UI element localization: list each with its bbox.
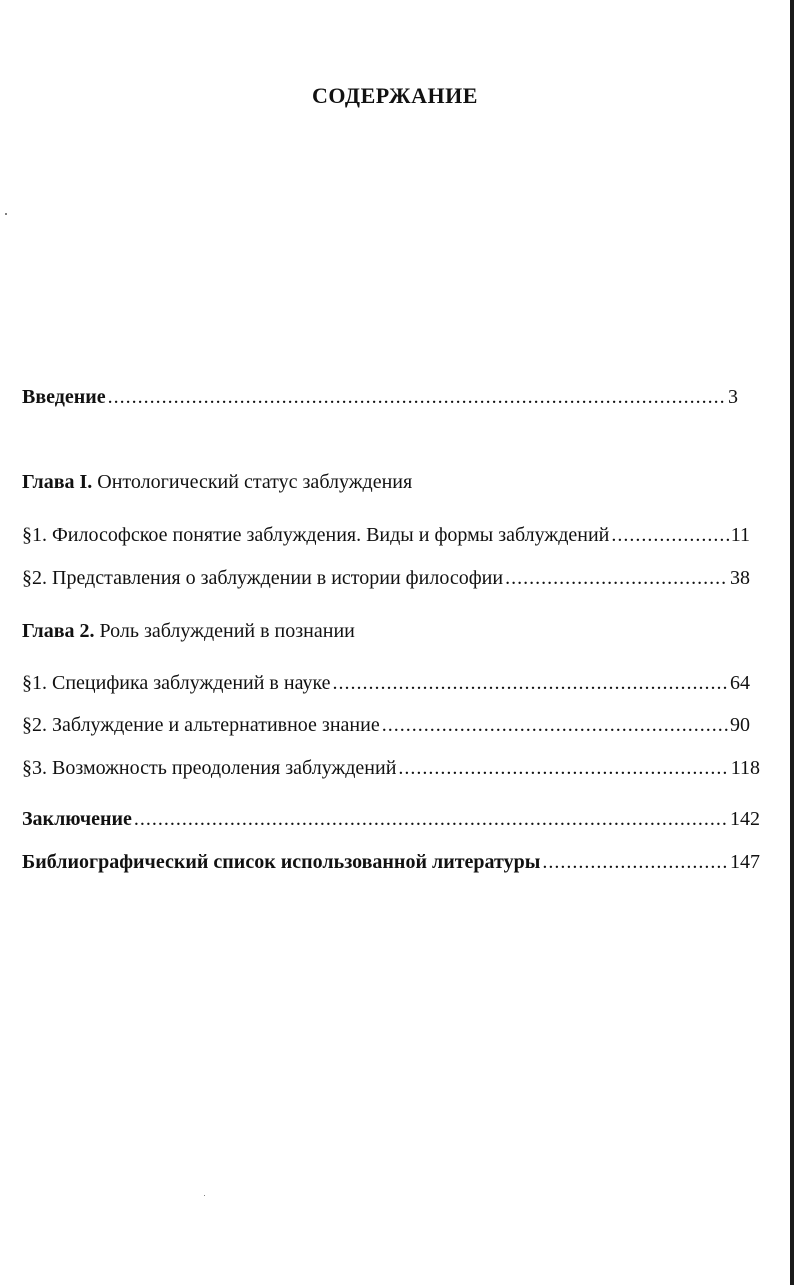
toc-entry-label: Библиографический список использованной литературы (22, 851, 541, 873)
toc-entry-conclusion[interactable] (22, 806, 760, 832)
toc-entry-label: §1. Специфика заблуждений в науке (22, 672, 331, 694)
scan-speck (5, 213, 7, 215)
scan-speck (204, 1195, 205, 1196)
toc-entry-ch2-s2[interactable] (22, 712, 750, 738)
leader-dots (398, 755, 728, 781)
toc-page-number: 147 (730, 851, 760, 873)
leader-dots (134, 806, 728, 832)
toc-page-number: 90 (730, 714, 750, 736)
toc-entry-ch1-s2[interactable] (22, 565, 750, 591)
leader-dots (505, 565, 728, 591)
toc-page-number: 38 (730, 567, 750, 589)
toc-entry-intro[interactable] (22, 384, 738, 410)
toc-entry-ch2-s3[interactable] (22, 755, 760, 781)
leader-dots (108, 384, 726, 410)
chapter-prefix: Глава 2. (22, 620, 95, 642)
toc-entry-label: §3. Возможность преодоления заблуждений (22, 757, 397, 779)
toc-page-number: 118 (730, 757, 760, 779)
leader-dots (382, 712, 728, 738)
toc-entry-label: §2. Заблуждение и альтернативное знание (22, 714, 380, 736)
chapter-1-heading (22, 469, 412, 495)
toc-entry-bibliography[interactable] (22, 849, 760, 875)
leader-dots (542, 849, 728, 875)
toc-page-number: 11 (730, 524, 750, 546)
chapter-title: Роль заблуждений в познании (99, 620, 355, 642)
leader-dots (333, 670, 728, 696)
toc-entry-ch2-s1[interactable] (22, 670, 750, 696)
chapter-title: Онтологический статус заблуждения (97, 471, 413, 493)
leader-dots (611, 522, 728, 548)
toc-entry-label: Заключение (22, 808, 132, 830)
toc-entry-label: §2. Представления о заблуждении в истории философии (22, 567, 504, 589)
page-title: СОДЕРЖАНИЕ (312, 83, 478, 108)
toc-page-number: 64 (730, 672, 750, 694)
toc-entry-label: Введение (22, 386, 106, 408)
toc-entry-label: §1. Философское понятие заблуждения. Виды и формы заблуждений (22, 524, 610, 546)
chapter-prefix: Глава I. (22, 471, 93, 493)
chapter-2-heading (22, 618, 355, 644)
toc-entry-ch1-s1[interactable] (22, 522, 750, 548)
toc-page-number: 3 (728, 386, 738, 408)
toc-page-number: 142 (730, 808, 760, 830)
